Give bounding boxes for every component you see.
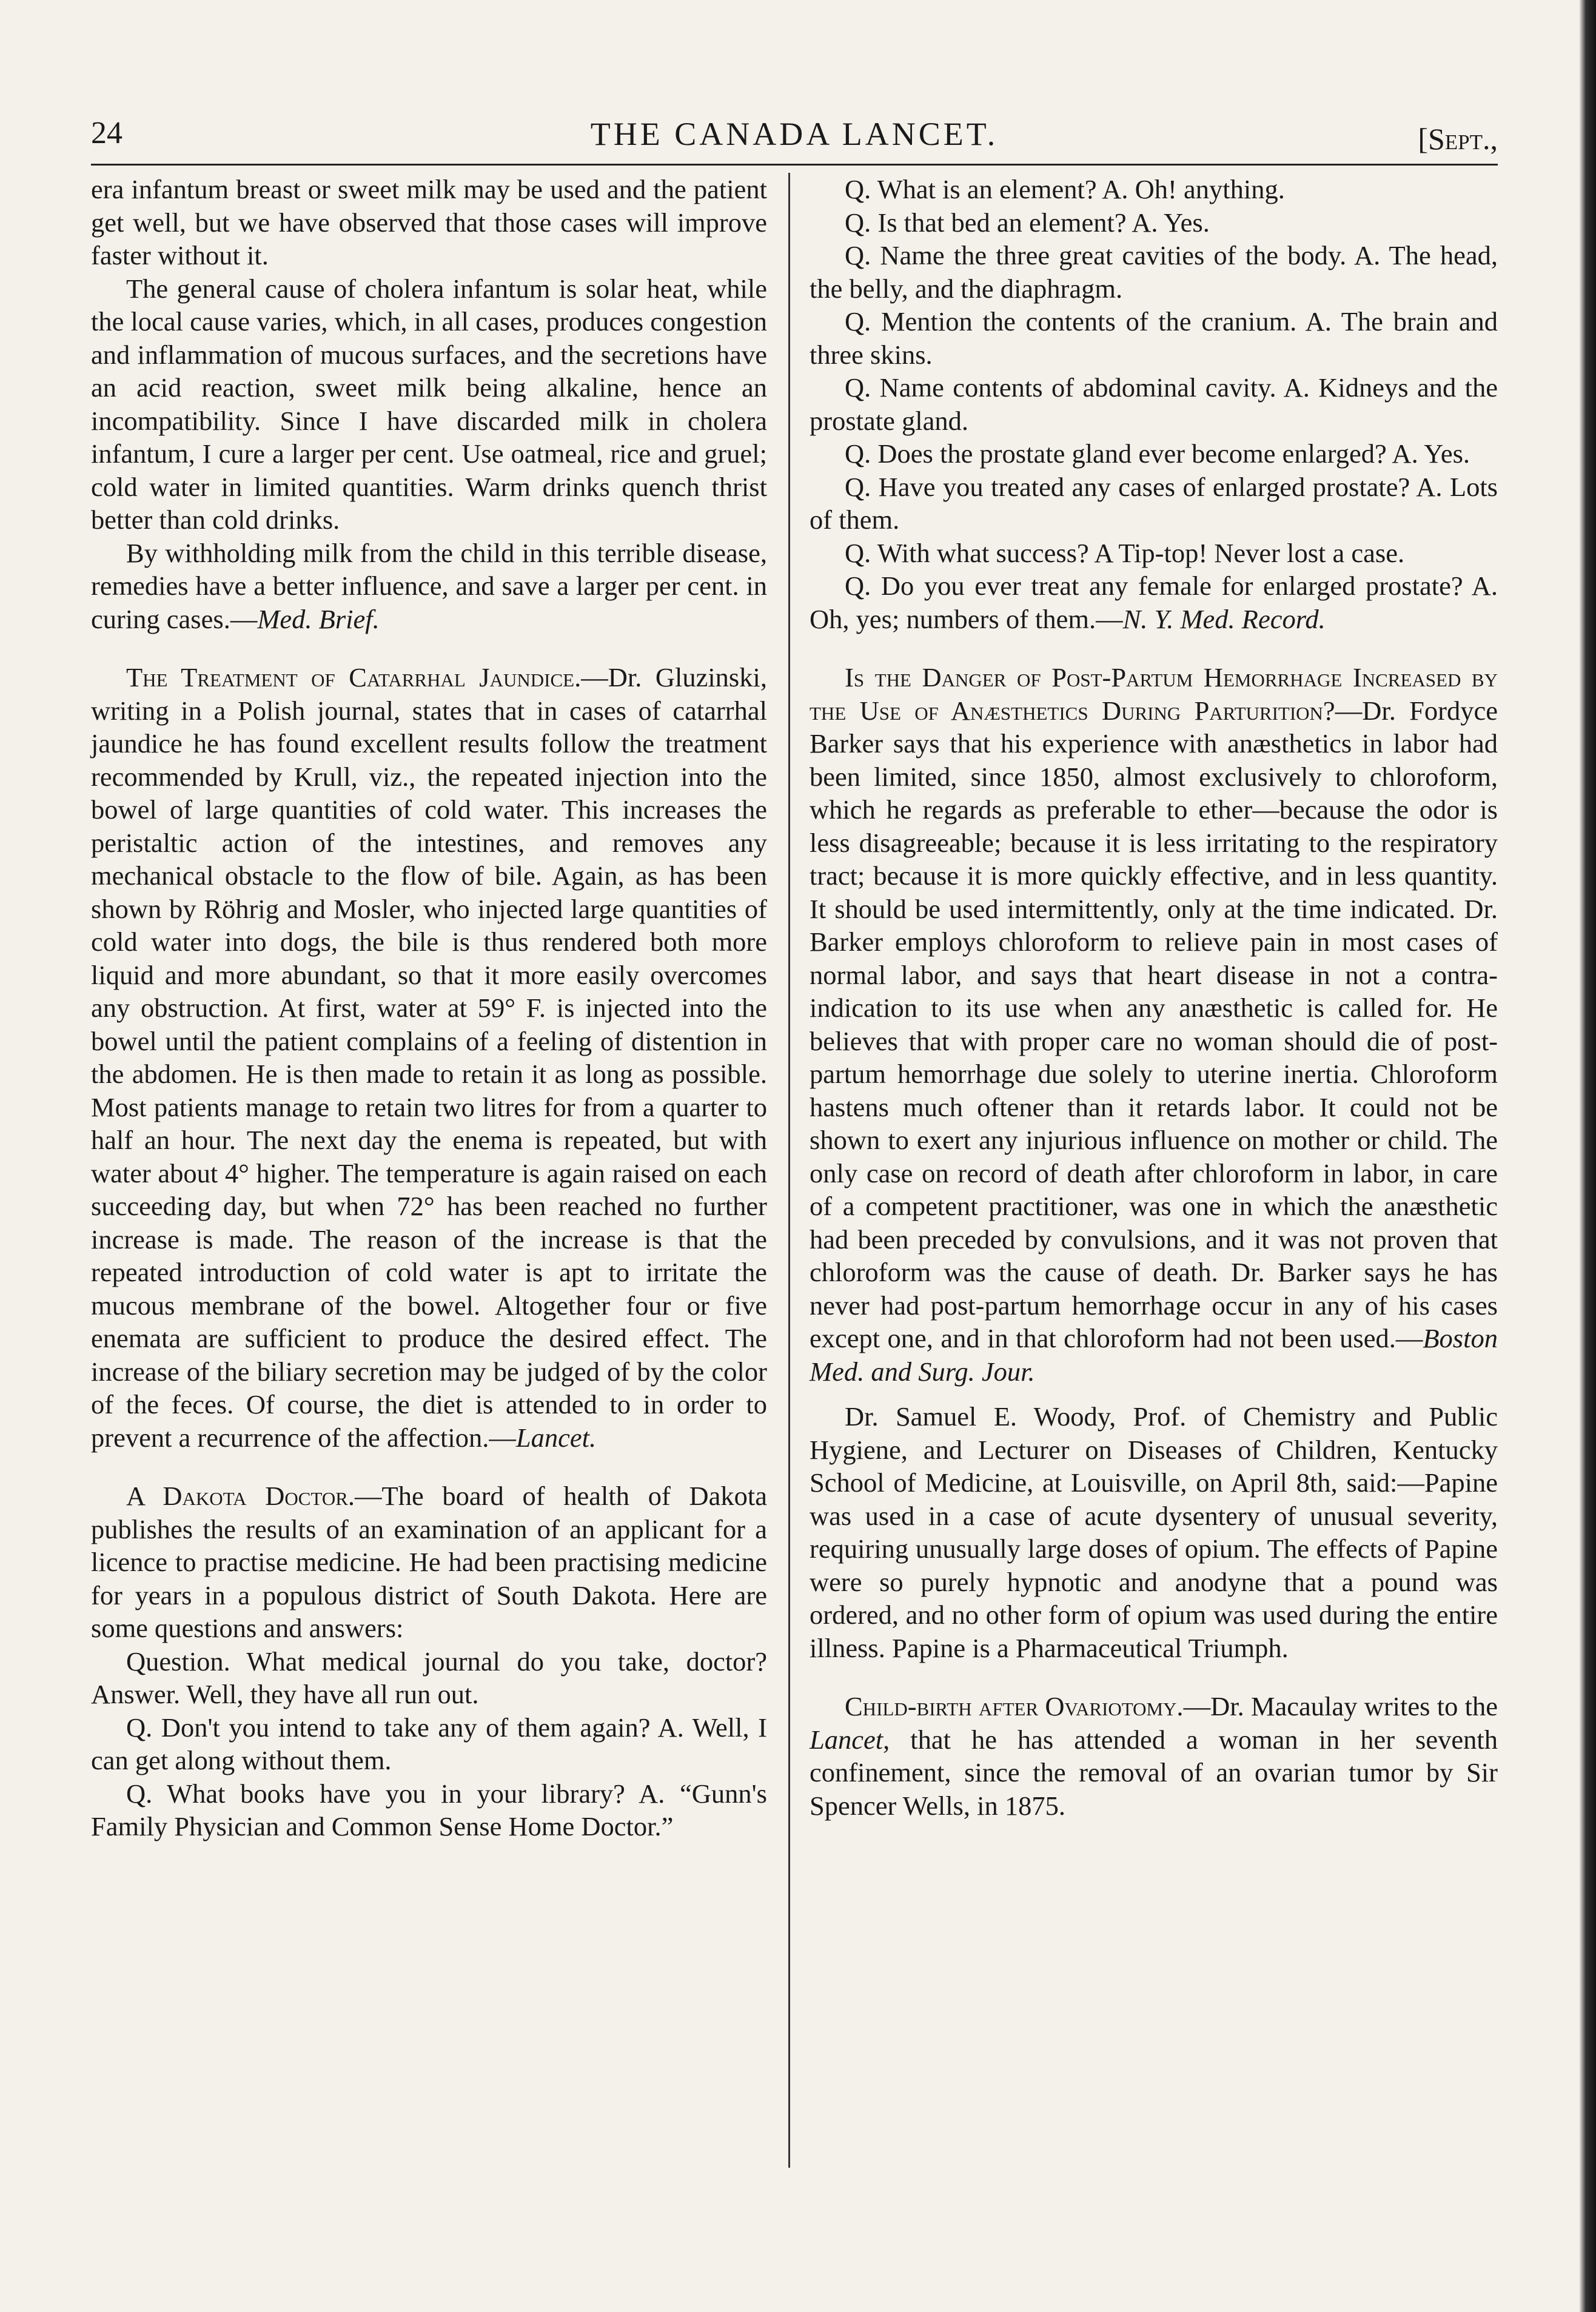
- source-citation: Med. Brief.: [257, 603, 380, 634]
- right-column: [810, 173, 1498, 1822]
- page-edge-shadow: [1579, 0, 1596, 2312]
- column-divider: [788, 173, 790, 2168]
- cholera-paragraph-3: By withholding milk from the child in this terrible disease, remedies have a better influence, and save a larger per cent. in curing cases.—Med. Brief.: [91, 537, 767, 634]
- article-title: Child-birth after Ovariotomy.: [845, 1691, 1184, 1721]
- qa-item: Q. Does the prostate gland ever become enlarged? A. Yes.: [845, 438, 1470, 469]
- left-column: [91, 173, 767, 1843]
- jaundice-article: The Treatment of Catarrhal Jaundice.—Dr. Gluzinski, writing in a Polish journal, states that in cases of catarrhal jaundice he has found excellent results follow the treatment recommended by Krull, viz., the repeated injection into the bowel of large quantities of cold water. This increases the peristaltic action of the intestines, and removes any mechanical obstacle to the flow of bile. Again, as has been shown by Röhrig and Mosler, who injected large quantities of cold water into dogs, the bile is thus rendered both more liquid and more abundant, so that it more easily overcomes any obstruction. At first, water at 59° F. is injected into the bowel until the patient complains of a feeling of distention in the abdomen. He is then made to retain it as long as possible. Most patients manage to retain two litres for from a quarter to half an hour. The next day the enema is repeated, but with water about 4° higher. The temperature is again raised on each succeeding day, but when 72° has been reached no further increase is made. The reason of the increase is that the repeated introduction of cold water is apt to irritate the mucous membrane of the bowel. Altogether four or five enemata are sufficient to produce the desired effect. The increase of the biliary secretion may be judged of by the color of the feces. Of course, the diet is attended to in order to prevent a recurrence of the affection.—Lancet.: [91, 662, 767, 1453]
- qa-item: Q. Have you treated any cases of enlarged prostate? A. Lots of them.: [810, 471, 1498, 535]
- journal-page: [91, 115, 1498, 2189]
- qa-item: Q. Name the three great cavities of the body. A. The head, the belly, and the diaphragm.: [810, 240, 1498, 304]
- childbirth-article: Child-birth after Ovariotomy.—Dr. Macaulay writes to the Lancet, that he has attended a woman in her seventh confinement, since the removal of an ovarian tumor by Sir Spencer Wells, in 1875.: [810, 1691, 1498, 1821]
- qa-item: Question. What medical journal do you take, doctor? Answer. Well, they have all run out.: [91, 1646, 767, 1709]
- qa-item: Q. What books have you in your library? A. “Gunn's Family Physician and Common Sense Home Doctor.”: [91, 1778, 767, 1841]
- pph-article: Is the Danger of Post-Partum Hemorrhage Increased by the Use of Anæsthetics During Parturition?—Dr. Fordyce Barker says that his experience with anæsthetics in labor had been limited, since 1850, almost exclusively to chloroform, which he regards as preferable to ether—because the odor is less disagreeable; because it is less irritating to the respiratory tract; because it is more quickly effective, and in less quantity. It should be used intermittently, only at the time indicated. Dr. Barker employs chloroform to relieve pain in most cases of normal labor, and says that heart disease in not a contra-indication to its use when any anæsthetic is called for. He believes that with proper care no woman should die of post-partum hemorrhage due solely to uterine inertia. Chloroform hastens much oftener than it retards labor. It could not be shown to exert any injurious influence on mother or child. The only case on record of death after chloroform in labor, in care of a competent practitioner, was one in which the anæsthetic had been preceded by convulsions, and it was not proven that chloroform was the cause of death. Dr. Barker says he has never had post-partum hemorrhage occur in any of his cases except one, and in that chloroform had not been used.—Boston Med. and Surg. Jour.: [810, 662, 1498, 1387]
- journal-title: THE CANADA LANCET.: [590, 116, 999, 152]
- dakota-qa-list: [91, 1645, 767, 1843]
- cholera-paragraph-2: The general cause of cholera infantum is solar heat, while the local cause varies, which, in all cases, produces congestion and inflammation of mucous surfaces, and the secretions have an acid reaction, sweet milk being alkaline, hence an incompatibility. Since I have discarded milk in cholera infantum, I cure a larger per cent. Use oatmeal, rice and gruel; cold water in limited quantities. Warm drinks quench thrist better than cold drinks.: [91, 273, 767, 535]
- page-number: 24: [91, 116, 122, 150]
- qa-item: Q. Name contents of abdominal cavity. A. Kidneys and the prostate gland.: [810, 372, 1498, 436]
- qa-item: Q. What is an element? A. Oh! anything.: [845, 174, 1285, 204]
- source-citation: Boston Med. and Surg. Jour.: [810, 1323, 1498, 1387]
- woody-article: Dr. Samuel E. Woody, Prof. of Chemistry and Public Hygiene, and Lecturer on Diseases of Children, Kentucky School of Medicine, at Louisville, on April 8th, said:—Papine was used in a case of acute dysentery of unusual severity, requiring unusually large doses of opium. The effects of Papine were so purely hypnotic and anodyne that a pound was ordered, and no other form of opium was used during the entire illness. Papine is a Pharmaceutical Triumph.: [810, 1401, 1498, 1663]
- qa-item: Q. Don't you intend to take any of them again? A. Well, I can get along without them.: [91, 1712, 767, 1775]
- dakota-qa-continued: [810, 173, 1498, 635]
- article-title: The Treatment of Catarrhal Jaundice.: [126, 662, 582, 692]
- qa-item: Q. With what success? A Tip-top! Never lost a case.: [845, 537, 1405, 568]
- source-citation: Lancet.: [515, 1422, 597, 1453]
- dakota-article: A Dakota Doctor.—The board of health of Dakota publishes the results of an examination of an applicant for a licence to practise medicine. He had been practising medicine for years in a populous district of South Dakota. Here are some questions and answers:: [91, 1481, 767, 1643]
- cholera-paragraph-1: era infantum breast or sweet milk may be used and the patient get well, but we have observed that those cases will improve faster without it.: [91, 174, 767, 270]
- source-citation: N. Y. Med. Record.: [1122, 603, 1326, 634]
- issue-month: [Sept.,: [1418, 122, 1498, 156]
- article-title: A Dakota Doctor.: [126, 1481, 355, 1511]
- qa-item: Q. Is that bed an element? A. Yes.: [845, 207, 1210, 238]
- article-title: Is the Danger of Post-Partum Hemorrhage Increased by the Use of Anæsthetics During Parturition?: [810, 662, 1498, 726]
- qa-item: Q. Mention the contents of the cranium. A. The brain and three skins.: [810, 306, 1498, 370]
- page-header: [91, 115, 1498, 166]
- qa-item: Q. Do you ever treat any female for enlarged prostate? A. Oh, yes; numbers of them.—N. Y. Med. Record.: [810, 571, 1498, 634]
